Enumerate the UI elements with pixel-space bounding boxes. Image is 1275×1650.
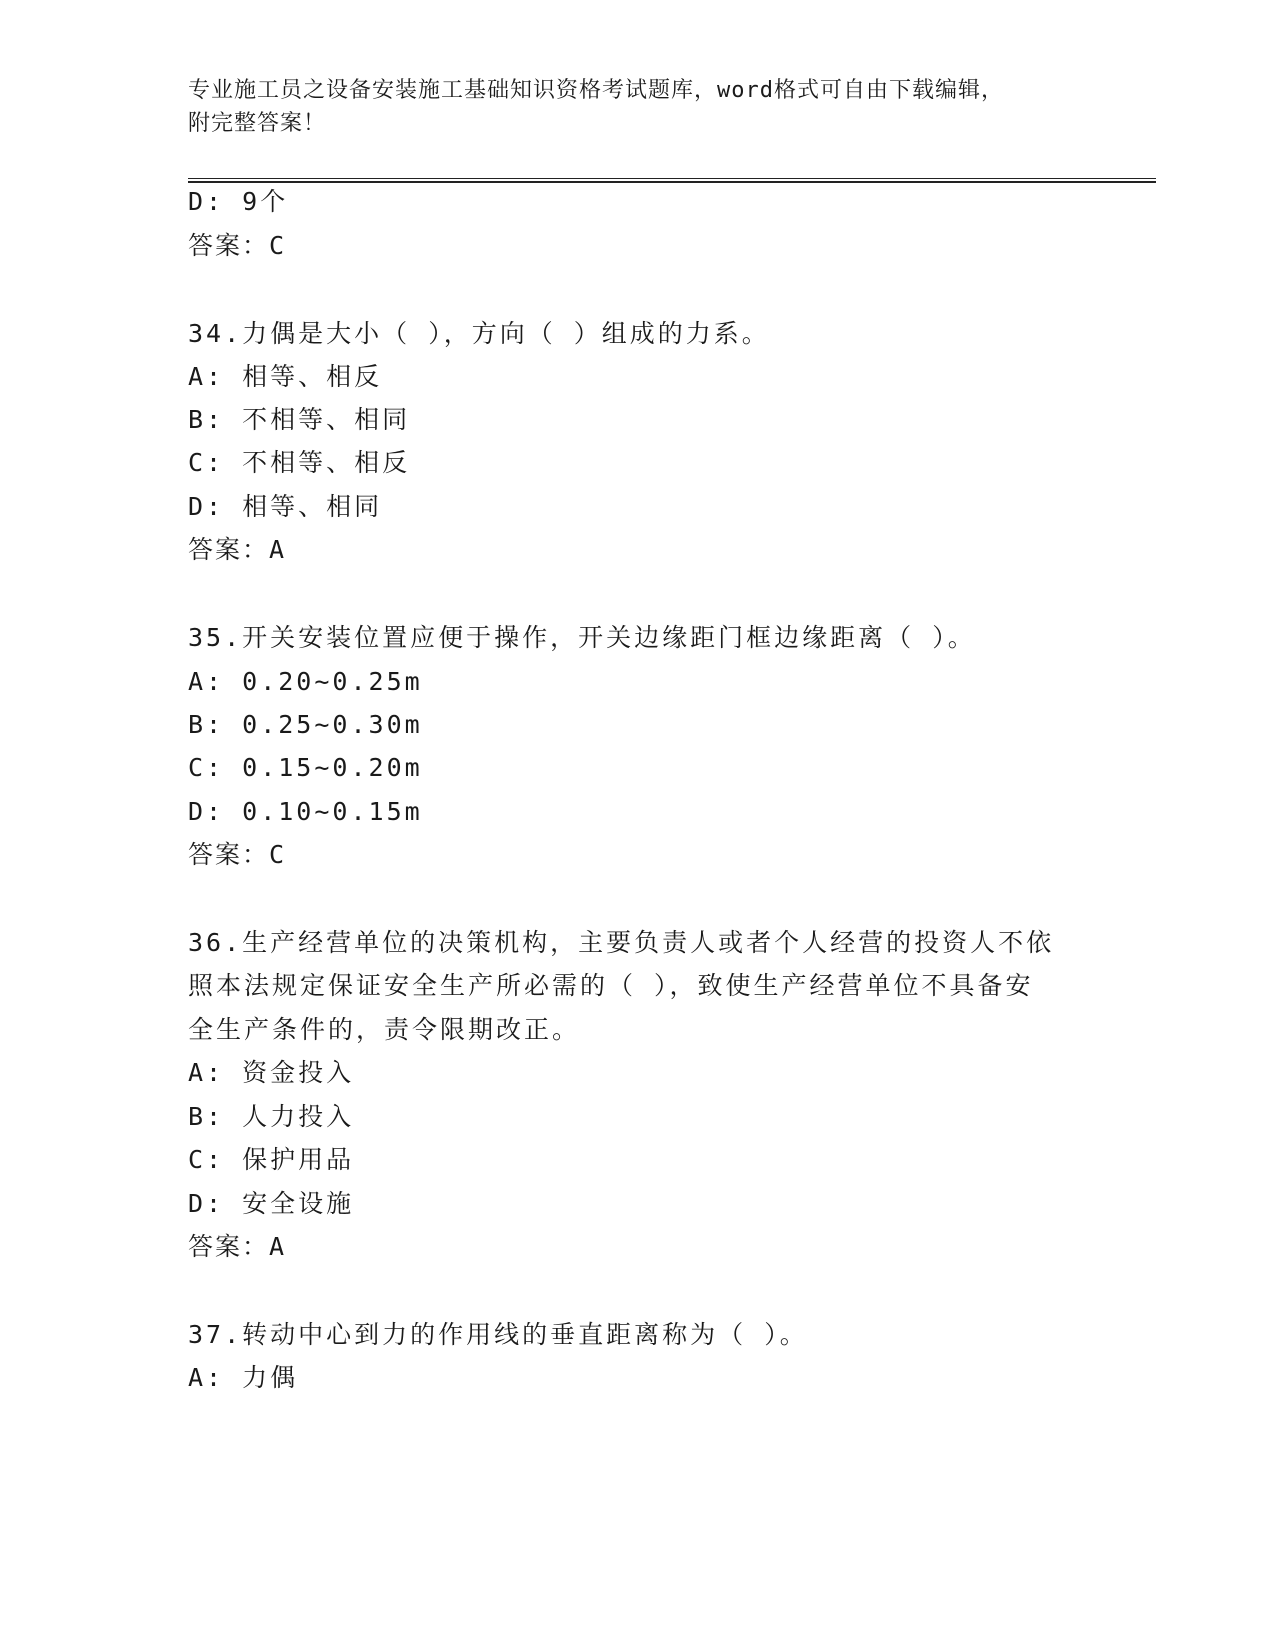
header-divider-thin	[188, 178, 1156, 179]
answer-label: 答案：	[188, 535, 270, 564]
answer-label: 答案：	[188, 840, 270, 869]
question-35-option-c: C: 0.15~0.20m	[188, 753, 423, 782]
answer-label: 答案：	[188, 1232, 270, 1261]
question-34-stem: 34.力偶是大小（ ），方向（ ）组成的力系。	[188, 319, 770, 348]
question-36-option-d: D: 安全设施	[188, 1189, 355, 1218]
question-35-option-d: D: 0.10~0.15m	[188, 797, 423, 826]
header-line-1: 专业施工员之设备安装施工基础知识资格考试题库，word格式可自由下载编辑，	[188, 78, 1004, 103]
prev-answer	[188, 230, 286, 262]
question-34-option-b: B: 不相等、相同	[188, 405, 411, 434]
question-36-stem-line-1: 36.生产经营单位的决策机构，主要负责人或者个人经营的投资人不依	[188, 928, 1055, 957]
question-36-answer	[188, 1231, 286, 1263]
answer-value: A	[269, 535, 287, 564]
question-36-stem-line-3: 全生产条件的，责令限期改正。	[188, 1015, 581, 1044]
question-37-option-a: A: 力偶	[188, 1363, 299, 1392]
question-35-option-a: A: 0.20~0.25m	[188, 667, 423, 696]
question-35-stem: 35.开关安装位置应便于操作，开关边缘距门框边缘距离（ ）。	[188, 623, 976, 652]
question-35-option-b: B: 0.25~0.30m	[188, 710, 423, 739]
question-34-option-c: C: 不相等、相反	[188, 448, 411, 477]
question-34-option-d: D: 相等、相同	[188, 492, 383, 521]
document-header	[188, 74, 1088, 140]
question-36-stem-line-2: 照本法规定保证安全生产所必需的（ ），致使生产经营单位不具备安	[188, 971, 1034, 1000]
question-34-answer	[188, 534, 286, 566]
question-36-option-a: A: 资金投入	[188, 1058, 355, 1087]
answer-value: A	[269, 1232, 287, 1261]
question-36-option-c: C: 保护用品	[188, 1145, 355, 1174]
answer-value: C	[269, 840, 287, 869]
question-37-stem: 37.转动中心到力的作用线的垂直距离称为（ ）。	[188, 1320, 808, 1349]
header-divider-thick	[188, 181, 1156, 183]
answer-value: C	[269, 231, 287, 260]
prev-option-d: D: 9个	[188, 187, 289, 216]
header-line-2: 附完整答案！	[188, 111, 327, 136]
question-34-option-a: A: 相等、相反	[188, 362, 383, 391]
question-35-answer	[188, 839, 286, 871]
question-36-option-b: B: 人力投入	[188, 1102, 355, 1131]
answer-label: 答案：	[188, 231, 270, 260]
